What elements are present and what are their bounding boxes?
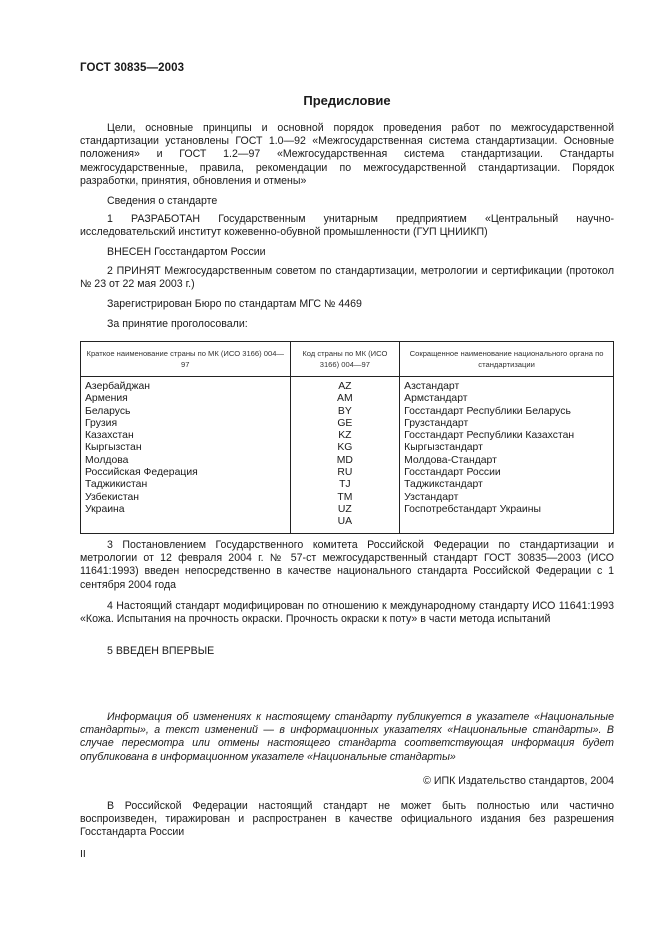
country-name: Беларусь (85, 405, 131, 417)
country-name: Молдова (85, 454, 129, 466)
country-name: Таджикистан (85, 479, 148, 491)
standards-body: Госстандарт Республики Беларусь (404, 405, 571, 417)
country-name: Узбекистан (85, 491, 139, 503)
copyright-notice: © ИПК Издательство стандартов, 2004 (423, 775, 614, 787)
standards-body: Госстандарт Республики Казахстан (404, 430, 575, 442)
country-name: Российская Федерация (85, 467, 198, 479)
paragraph-info-heading: Сведения о стандарте (107, 195, 218, 207)
paragraph-introduced: ВНЕСЕН Госстандартом России (107, 246, 266, 258)
country-code: UZ (337, 503, 352, 515)
paragraph-registered: Зарегистрирован Бюро по стандартам МГС № 4469 (107, 298, 362, 310)
page-number: II (80, 848, 86, 860)
page-title: Предисловие (303, 93, 391, 108)
country-code: BY (337, 405, 352, 417)
country-name: Кыргызстан (85, 442, 142, 454)
country-name: Казахстан (85, 430, 134, 442)
table-header-row (81, 342, 614, 377)
paragraph-change-info: Информация об изменениях к настоящему стандарту публикуется в указателе «Национальные стандарты», а текст изменений — в информационных указателях «Национальные стандарты». В случае пересмотра или отмены настоящего стандарта соответствующая информация будет опубликована в информационном указателе «Национальные стандарты» (80, 711, 614, 763)
standards-body: Узстандарт (404, 491, 459, 503)
voting-table (80, 341, 614, 534)
paragraph-modified: 4 Настоящий стандарт модифицирован по отношению к международному стандарту ИСО 11641:1993 «Кожа. Испытания на прочность окраски. Прочность окраски к поту» в части метода испытаний (80, 600, 614, 626)
standards-body: Азстандарт (404, 381, 460, 392)
country-codes-column (290, 377, 400, 534)
country-name: Армения (85, 393, 128, 405)
paragraph-reproduction: В Российской Федерации настоящий стандарт не может быть полностью или частично воспроизведен, тиражирован и распространен в качестве официального издания без разрешения Госстандарта России (80, 800, 614, 839)
standards-body: Таджикстандарт (404, 479, 483, 491)
header-country-code: Код страны по МК (ИСО 3166) 004—97 (290, 342, 400, 377)
country-code: KZ (338, 430, 352, 442)
paragraph-developed: 1 РАЗРАБОТАН Государственным унитарным предприятием «Центральный научно-исследовательский институт кожевенно-обувной промышленности (ГУП ЦНИИКП) (80, 213, 614, 239)
country-code: MD (336, 454, 353, 466)
paragraph-goals: Цели, основные принципы и основной порядок проведения работ по межгосударственной стандартизации установлены ГОСТ 1.0—92 «Межгосударственная система стандартизации. Основные положения» и ГОСТ 1.2—97 «Межгосударственная система стандартизации. Стандарты межгосударственные, правила, рекомендации по межгосударственной стандартизации. Порядок разработки, принятия, обновления и отмены» (80, 122, 614, 187)
country-name: Грузия (85, 417, 118, 429)
standards-body: Армстандарт (404, 393, 468, 405)
country-code: AZ (338, 381, 352, 392)
country-code: KG (337, 442, 353, 454)
country-name: Украина (85, 503, 125, 515)
standards-bodies-column (400, 377, 614, 534)
standards-body: Кыргызстандарт (404, 442, 483, 454)
country-code: UA (337, 516, 353, 528)
country-code: AM (337, 393, 353, 405)
country-code: TJ (339, 479, 351, 491)
standards-body: Молдова-Стандарт (404, 454, 497, 466)
standards-body: Грузстандарт (404, 417, 469, 429)
header-country-name: Краткое наименование страны по МК (ИСО 3166) 004—97 (81, 342, 291, 377)
paragraph-decree: 3 Постановлением Государственного комитета Российской Федерации по стандартизации и метрологии от 12 февраля 2004 г. № 57-ст межгосударственный стандарт ГОСТ 30835—2003 (ИСО 11641:1993) введен непосредственно в качестве национального стандарта Российской Федерации с 1 сентября 2004 года (80, 539, 614, 591)
country-code: RU (337, 467, 353, 479)
header-standards-body: Сокращенное наименование национального органа по стандартизации (400, 342, 614, 377)
country-names-column (81, 377, 291, 534)
standards-body: Госстандарт России (404, 467, 501, 479)
paragraph-adopted: 2 ПРИНЯТ Межгосударственным советом по стандартизации, метрологии и сертификации (протокол № 23 от 22 мая 2003 г.) (80, 265, 614, 291)
country-code: GE (337, 417, 353, 429)
table-body-row (81, 377, 614, 534)
standard-code-header: ГОСТ 30835—2003 (80, 62, 185, 74)
country-code: TM (337, 491, 353, 503)
paragraph-introduced-first: 5 ВВЕДЕН ВПЕРВЫЕ (107, 645, 215, 657)
standards-body: Госпотребстандарт Украины (404, 503, 541, 515)
country-name: Азербайджан (85, 381, 150, 392)
paragraph-voted: За принятие проголосовали: (107, 318, 248, 330)
